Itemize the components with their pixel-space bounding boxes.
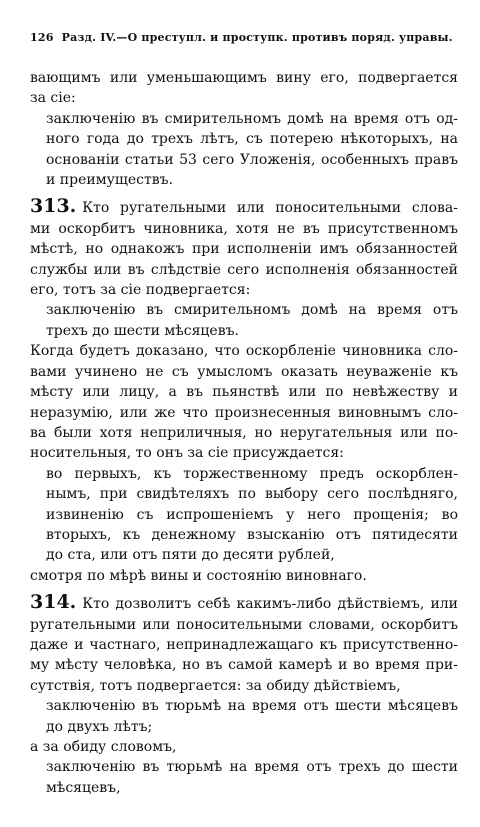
line-text: ми оскорбитъ чиновника, хотя не въ присутственномъ <box>30 220 458 237</box>
text-line <box>30 382 458 402</box>
line-text: заключенію въ тюрьмѣ на время отъ шести мѣсяцевъ <box>46 698 458 715</box>
running-header <box>30 30 458 46</box>
line-text: и преимуществъ. <box>46 172 173 189</box>
line-text: извиненію съ испрошеніемъ у него прощенія; во <box>46 506 458 523</box>
running-title: Разд. IV.—О преступл. и проступк. противъ поряд. управы. <box>61 31 453 44</box>
text-line <box>30 403 458 423</box>
text-line <box>30 655 458 675</box>
line-text: основаніи статьи 53 сего Уложенія, особенныхъ правъ <box>46 151 458 168</box>
text-line <box>30 321 458 341</box>
text-line <box>30 505 458 525</box>
article-first-line <box>30 592 458 614</box>
text-line <box>30 676 458 696</box>
line-text: мѣсту или лицу, а въ пьянствѣ или по невѣжеству и <box>30 384 458 401</box>
text-line <box>30 566 458 586</box>
text-line <box>30 129 458 149</box>
line-text: Когда будетъ доказано, что оскорбленіе чиновника сло- <box>30 343 458 360</box>
line-text: заключенію въ тюрьмѣ на время отъ трехъ до шести <box>46 759 458 776</box>
line-text: смотря по мѣрѣ вины и состоянію виновнаго. <box>30 567 367 584</box>
text-line <box>30 423 458 443</box>
text-line <box>30 260 458 280</box>
body-text <box>30 68 458 798</box>
text-line <box>30 525 458 545</box>
text-line <box>30 737 458 757</box>
text-line <box>30 717 458 737</box>
text-line <box>30 464 458 484</box>
line-text: во первыхъ, къ торжественному предъ оскорблен- <box>46 465 458 482</box>
line-text: мѣсяцевъ, <box>46 779 121 796</box>
text-line <box>30 757 458 777</box>
text-line <box>30 170 458 190</box>
text-line <box>30 696 458 716</box>
article-first-line <box>30 196 458 218</box>
line-text: носительныя, то онъ за сіе присуждается: <box>30 445 344 462</box>
line-text: ного года до трехъ лѣтъ, съ потерею нѣкоторыхъ, на <box>46 131 458 148</box>
line-text: ва были хотя неприличныя, но неругательныя или по- <box>30 424 458 441</box>
text-line <box>30 239 458 259</box>
text-line <box>30 545 458 565</box>
line-text: трехъ до шести мѣсяцевъ. <box>46 322 239 339</box>
text-line <box>30 280 458 300</box>
text-line <box>30 68 458 88</box>
line-text: Кто дозволитъ себѣ какимъ-либо дѣйствіемъ, или <box>82 596 458 613</box>
text-line <box>30 484 458 504</box>
line-text: заключенію въ смирительномъ домѣ на время отъ <box>46 302 458 319</box>
line-text: даже и частнаго, непринадлежащаго къ присутственно- <box>30 636 458 653</box>
line-text: сутствія, тотъ подвергается: за обиду дѣйствіемъ, <box>30 677 401 694</box>
line-text: его, тотъ за сіе подвергается: <box>30 282 251 299</box>
text-line <box>30 109 458 129</box>
line-text: мѣстѣ, но однакожъ при исполненіи имъ обязанностей <box>30 241 458 258</box>
article-number: 314. <box>30 591 77 614</box>
page-number: 126 <box>30 31 54 44</box>
line-text: вающимъ или уменьшающимъ вину его, подвергается <box>30 70 458 86</box>
line-text: вами учинено не съ умысломъ оказать неуваженіе къ <box>30 363 458 380</box>
text-line <box>30 88 458 108</box>
text-line <box>30 219 458 239</box>
line-text: вторыхъ, къ денежному взысканію отъ пятидесяти <box>46 526 458 543</box>
text-line <box>30 341 458 361</box>
line-text: му мѣсту человѣка, но въ самой камерѣ и во время при- <box>30 657 458 674</box>
line-text: нымъ, при свидѣтеляхъ по выбору сего послѣдняго, <box>46 486 458 503</box>
line-text: службы или въ слѣдствіе сего исполненія обязанностей <box>30 261 458 278</box>
text-line <box>30 300 458 320</box>
line-text: до двухъ лѣтъ; <box>46 718 153 735</box>
text-line <box>30 443 458 463</box>
line-text: за сіе: <box>30 90 76 107</box>
book-page <box>30 30 458 798</box>
line-text: а за обиду словомъ, <box>30 739 177 755</box>
line-text: до ста, или отъ пяти до десяти рублей, <box>46 547 335 564</box>
text-line <box>30 778 458 798</box>
article-number: 313. <box>30 195 77 218</box>
line-text: Кто ругательными или поносительными слова- <box>82 200 458 217</box>
line-text: ругательными или поносительными словами, оскорбитъ <box>30 616 458 633</box>
line-text: заключенію въ смирительномъ домѣ на время отъ од- <box>46 110 458 127</box>
text-line <box>30 635 458 655</box>
text-line <box>30 615 458 635</box>
text-line <box>30 150 458 170</box>
line-text: неразумію, или же что произнесенныя виновнымъ сло- <box>30 404 458 421</box>
text-line <box>30 362 458 382</box>
